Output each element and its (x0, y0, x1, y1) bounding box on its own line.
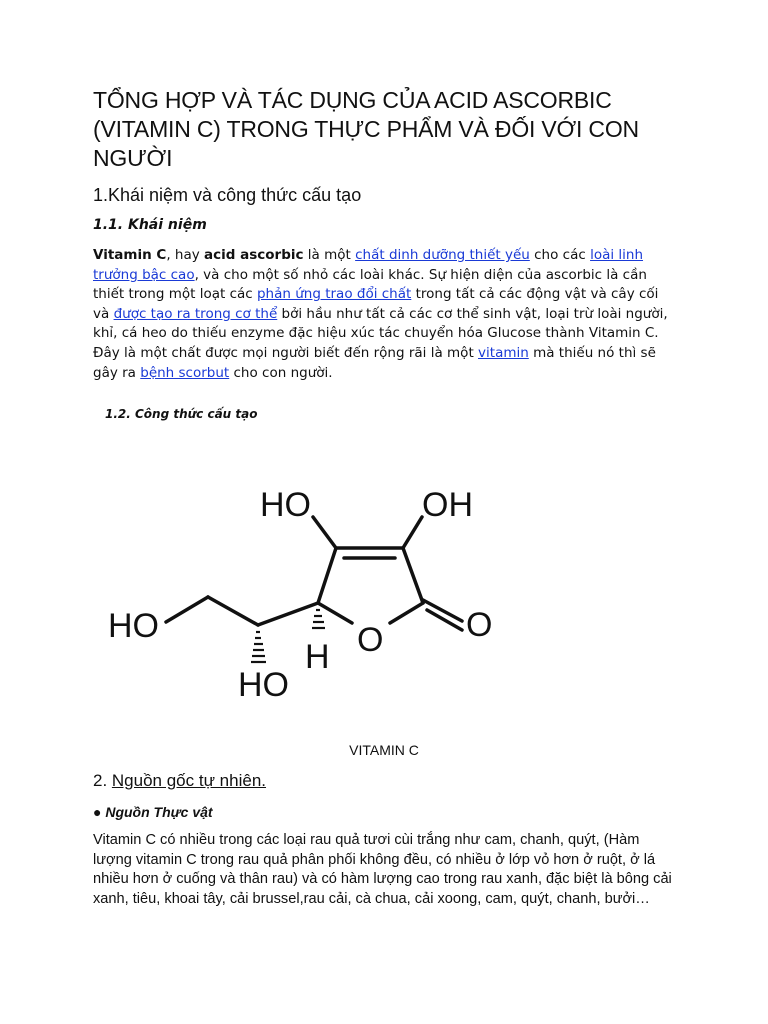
link-vitamin[interactable]: vitamin (478, 344, 529, 361)
figure-caption: VITAMIN C (349, 742, 419, 758)
section-2-heading (93, 770, 266, 792)
text-run: cho các (529, 247, 591, 263)
bond-c2-c1 (403, 548, 423, 603)
link-produced-in-body[interactable]: được tạo ra trong cơ thể (113, 305, 278, 322)
label-h: H (305, 638, 330, 676)
text-run: , và cho một số nhỏ các loài khác. Sự hiện diện của ascorbic là cần thiết trong một loạt các (93, 266, 647, 303)
link-scurvy[interactable]: bệnh scorbut (140, 364, 230, 381)
label-ho-top-left: HO (260, 486, 311, 524)
concept-paragraph (93, 246, 673, 383)
section-1-heading: 1.Khái niệm và công thức cấu tạo (93, 185, 362, 205)
label-ho-bottom: HO (238, 666, 289, 704)
hashed-bond-c5-oh (251, 632, 266, 662)
hashed-bond-c4-h (312, 610, 325, 628)
bond-o-c1 (390, 603, 423, 623)
link-metabolic-reactions[interactable]: phản ứng trao đổi chất (256, 286, 412, 303)
section-2-number: 2. (93, 771, 112, 790)
section-1-1-heading: 1.1. Khái niệm (93, 217, 207, 233)
label-oh-top-right: OH (422, 486, 473, 524)
term-vitamin-c: Vitamin C (93, 247, 167, 263)
label-ho-left: HO (108, 607, 159, 645)
bond-c3-c4 (318, 548, 336, 603)
plant-sources-paragraph: Vitamin C có nhiều trong các loại rau quả tươi cùi trắng như cam, chanh, quýt, (Hàm lượng vitamin C trong rau quả phân phối không đều, có nhiều ở lớp vỏ hơn ở ruột, ở lá nhiều hơn ở cuống và thân rau) và có hàm lượng cao trong rau xanh, đặc biệt là bông cải xanh, tiêu, khoai tây, cải brussel,rau cải, cà chua, cải xoong, cam, quýt, chanh, bưởi… (93, 832, 672, 907)
term-acid-ascorbic: acid ascorbic (204, 247, 304, 263)
bond-c3-oh (313, 517, 336, 548)
vitamin-c-structure-diagram (100, 470, 520, 710)
text-run: là một (303, 247, 356, 263)
bond-c5-c6 (208, 597, 258, 625)
section-1-2-heading: 1.2. Công thức cấu tạo (105, 407, 258, 421)
label-carbonyl-oxygen: O (466, 606, 493, 644)
bond-c4-c5 (258, 603, 318, 625)
text-run: , hay (166, 247, 205, 263)
bond-c4-o (318, 603, 352, 623)
link-higher-primates[interactable]: loài linh trưởng bậc cao (93, 247, 644, 283)
label-ring-oxygen: O (357, 621, 384, 659)
page-title: TỔNG HỢP VÀ TÁC DỤNG CỦA ACID ASCORBIC (VITAMIN C) TRONG THỰC PHẨM VÀ ĐỐI VỚI CON NGƯỜI (93, 87, 639, 171)
text-run: trong tất cả các động vật và cây cối và (93, 286, 659, 322)
bond-c2-oh (403, 517, 422, 548)
text-run: cho con người. (229, 364, 333, 381)
text-run: bởi hầu như tất cả các cơ thể sinh vật, loại trừ loài người, khỉ, cá heo do thiếu enzyme đặc hiệu xúc tác chuyển hóa Glucose thành Vitamin C. Đây là một chất được mọi người biết đến rộng rãi là một (93, 305, 668, 361)
plant-sources-heading: ● Nguồn Thực vật (93, 804, 213, 820)
text-run: mà thiếu nó thì sẽ gây ra (93, 344, 656, 381)
bond-c6-ho (166, 597, 208, 622)
section-2-title: Nguồn gốc tự nhiên. (111, 771, 267, 790)
link-essential-nutrient[interactable]: chất dinh dưỡng thiết yếu (355, 247, 530, 263)
